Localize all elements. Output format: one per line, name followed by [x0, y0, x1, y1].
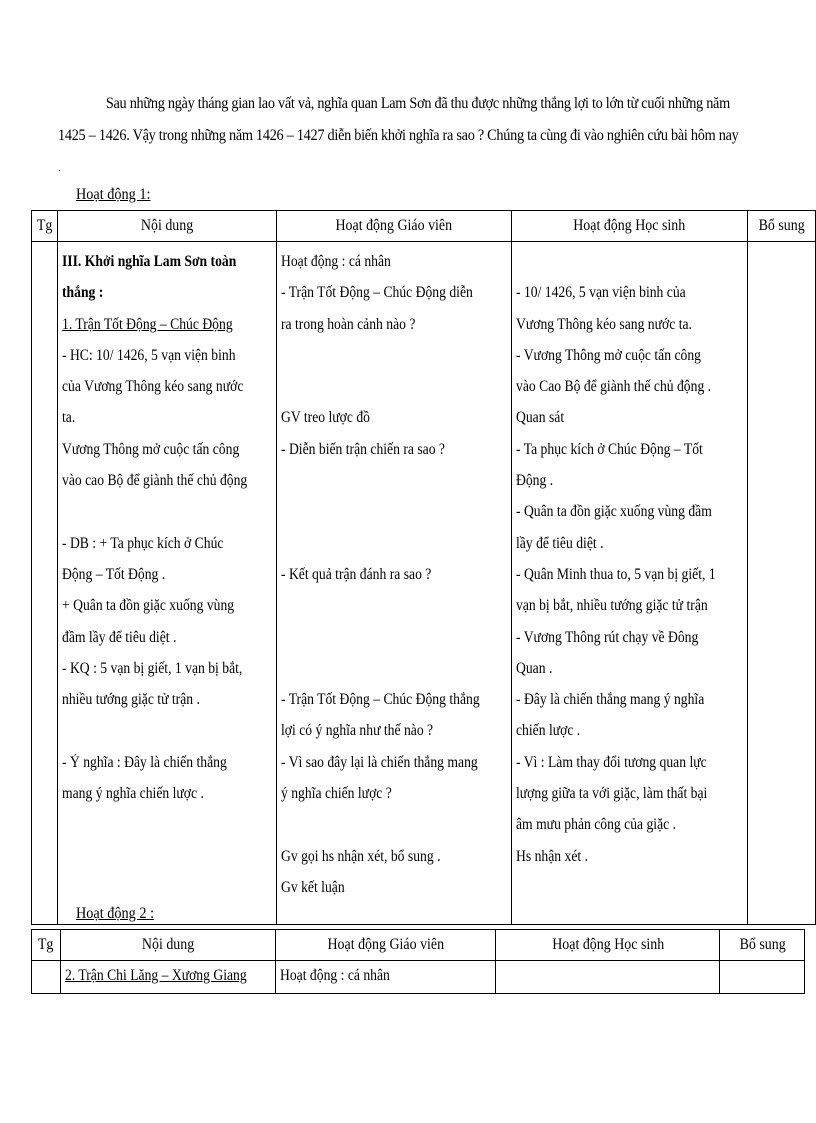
student-line: âm mưu phản công của giặc .	[515, 816, 676, 834]
header-extra: Bổ sung	[747, 211, 815, 242]
content-line	[62, 496, 271, 527]
student-line: Vương Thông kéo sang nước ta.	[515, 315, 692, 333]
header-tg: Tg	[32, 930, 61, 961]
section-heading: thắng :	[61, 284, 103, 302]
student-line: lượng giữa ta với giặc, làm thất bại	[515, 785, 708, 803]
teacher-cell	[276, 961, 496, 994]
teacher-line: GV treo lược đồ	[281, 409, 371, 427]
teacher-line	[281, 590, 505, 621]
table-row	[32, 961, 805, 994]
teacher-line: ý nghĩa chiến lược ?	[281, 785, 392, 803]
intro-line-3: .	[58, 160, 61, 174]
student-line: Động .	[515, 472, 554, 490]
content-cell	[57, 242, 276, 925]
student-line: Hs nhận xét .	[515, 847, 588, 865]
teacher-line: Hoạt động : cá nhân	[281, 253, 392, 270]
teacher-line	[281, 809, 505, 840]
student-line: lầy để tiêu diệt .	[515, 534, 604, 552]
content-line: - KQ : 5 vạn bị giết, 1 vạn bị bắt,	[61, 659, 242, 677]
header-content: Nội dung	[57, 211, 276, 242]
content-line: vào cao Bộ để giành thế chủ động	[61, 472, 247, 490]
header-student: Hoạt động Học sinh	[496, 930, 720, 961]
student-line: chiến lược .	[515, 722, 581, 740]
activity-2-table	[31, 929, 805, 994]
extra-cell	[747, 242, 815, 925]
student-line: - Vương Thông rút chạy về Đông	[515, 628, 699, 646]
teacher-line	[281, 653, 505, 684]
activity-1-label: Hoạt động 1:	[76, 186, 151, 203]
content-line: - DB : + Ta phục kích ở Chúc	[61, 534, 224, 552]
header-tg: Tg	[32, 211, 58, 242]
content-line: nhiều tướng giặc tử trận .	[61, 691, 200, 709]
student-line: - Quân ta đồn giặc xuống vùng đầm	[515, 503, 712, 521]
content-line	[62, 715, 271, 746]
intro-line-1: Sau những ngày tháng gian lao vất vả, nghĩa quan Lam Sơn đã thu được những thắng lợi to lớn từ cuối những năm	[105, 95, 730, 112]
student-cell	[496, 961, 720, 994]
student-line: - Đây là chiến thắng mang ý nghĩa	[515, 691, 705, 709]
student-line: - 10/ 1426, 5 vạn viện binh của	[515, 284, 686, 302]
teacher-line: - Diễn biến trận chiến ra sao ?	[281, 440, 446, 458]
table-header-row	[32, 211, 816, 242]
content-line: Động – Tốt Động .	[61, 565, 165, 583]
teacher-line: lợi có ý nghĩa như thế nào ?	[281, 722, 434, 740]
content-line: + Quân ta đồn giặc xuống vùng	[61, 597, 234, 615]
teacher-line	[281, 622, 505, 653]
teacher-line: - Trận Tốt Động – Chúc Động thắng	[281, 691, 480, 709]
student-line: - Ta phục kích ở Chúc Động – Tốt	[515, 440, 703, 458]
teacher-cell	[277, 242, 512, 925]
content-cell	[61, 961, 276, 994]
teacher-line: Gv gọi hs nhận xét, bổ sung .	[281, 847, 441, 865]
student-line: - Vì : Làm thay đổi tương quan lực	[515, 753, 707, 771]
extra-cell	[720, 961, 805, 994]
section-2-heading: 2. Trận Chi Lăng – Xương Giang	[65, 967, 247, 984]
subsection-heading: 1. Trận Tốt Động – Chúc Động	[61, 315, 233, 333]
student-cell	[511, 242, 747, 925]
student-line	[516, 246, 742, 277]
intro-paragraph	[58, 88, 776, 152]
teacher-line: - Vì sao đây lại là chiến thắng mang	[281, 753, 478, 771]
activity-1-table	[31, 210, 816, 925]
student-line: vạn bị bắt, nhiều tướng giặc tử trận	[515, 597, 708, 615]
activity-2-label: Hoạt động 2 :	[76, 905, 155, 922]
content-line: mang ý nghĩa chiến lược .	[61, 785, 204, 803]
table-row	[32, 242, 816, 925]
header-content: Nội dung	[61, 930, 276, 961]
teacher-line: - Kết quả trận đánh ra sao ?	[281, 565, 432, 583]
header-teacher: Hoạt động Giáo viên	[276, 930, 496, 961]
teacher-line: ra trong hoàn cảnh nào ?	[281, 315, 416, 333]
teacher-line	[281, 496, 505, 527]
section-heading: III. Khởi nghĩa Lam Sơn toàn	[61, 253, 236, 270]
header-extra: Bổ sung	[720, 930, 805, 961]
content-line: ta.	[61, 409, 75, 427]
content-line: - HC: 10/ 1426, 5 vạn viện binh	[61, 346, 236, 364]
student-line: - Quân Minh thua to, 5 vạn bị giết, 1	[515, 565, 716, 583]
teacher-line	[281, 465, 505, 496]
teacher-line	[281, 371, 505, 402]
content-line: Vương Thông mở cuộc tấn công	[61, 440, 239, 458]
intro-line-2: 1425 – 1426. Vậy trong những năm 1426 – 1427 diễn biến khởi nghĩa ra sao ? Chúng ta cùng đi vào nghiên cứu bài hôm nay	[58, 127, 739, 144]
student-line: vào Cao Bộ để giành thế chủ động .	[515, 378, 712, 396]
student-line: Quan .	[515, 659, 553, 677]
table-header-row	[32, 930, 805, 961]
teacher-line: Hoạt động : cá nhân	[280, 967, 391, 984]
teacher-line: - Trận Tốt Động – Chúc Động diễn	[281, 284, 474, 302]
student-line: - Vương Thông mở cuộc tấn công	[515, 346, 701, 364]
content-line: - Ý nghĩa : Đây là chiến thắng	[61, 753, 227, 771]
header-teacher: Hoạt động Giáo viên	[277, 211, 512, 242]
student-line: Quan sát	[515, 409, 565, 427]
content-line: đầm lầy để tiêu diệt .	[61, 628, 177, 646]
teacher-line	[281, 528, 505, 559]
teacher-line: Gv kết luận	[281, 878, 345, 896]
tg-cell	[32, 242, 58, 925]
teacher-line	[281, 340, 505, 371]
content-line: của Vương Thông kéo sang nước	[61, 378, 244, 396]
tg-cell	[32, 961, 61, 994]
header-student: Hoạt động Học sinh	[511, 211, 747, 242]
